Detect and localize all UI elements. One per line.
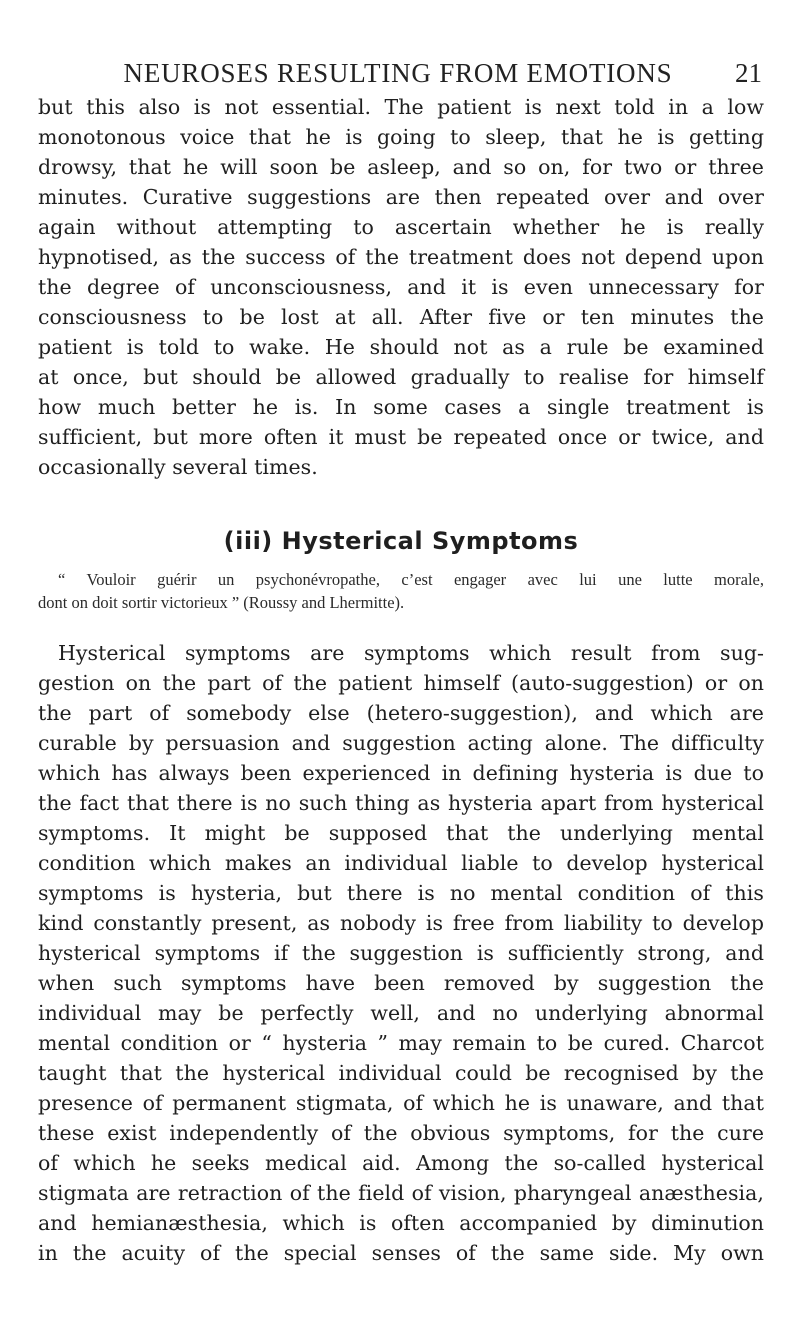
page-number: 21 bbox=[735, 58, 762, 88]
text-line: sufficient, but more often it must be repeated once or twice, and bbox=[38, 425, 764, 449]
text-line: patient is told to wake. He should not as a rule be examined bbox=[38, 335, 764, 359]
paragraph-continued bbox=[38, 92, 764, 482]
text-line: of which he seeks medical aid. Among the so-called hysterical bbox=[38, 1151, 764, 1175]
text-line: drowsy, that he will soon be asleep, and so on, for two or three bbox=[38, 155, 764, 179]
epigraph-line: “ Vouloir guérir un psychonévropathe, c’est engager avec lui une lutte morale, bbox=[58, 570, 764, 589]
text-line: monotonous voice that he is going to sleep, that he is getting bbox=[38, 125, 764, 149]
section-heading: (iii) Hysterical Symptoms bbox=[223, 527, 579, 555]
text-line: in the acuity of the special senses of the same side. My own bbox=[38, 1241, 764, 1265]
text-line: mental condition or “ hysteria ” may remain to be cured. Charcot bbox=[38, 1031, 764, 1055]
text-line: hysterical symptoms if the suggestion is sufficiently strong, and bbox=[38, 941, 764, 965]
text-line: minutes. Curative suggestions are then repeated over and over bbox=[38, 185, 764, 209]
text-line: and hemianæsthesia, which is often accompanied by diminution bbox=[38, 1211, 764, 1235]
text-line: curable by persuasion and suggestion acting alone. The difficulty bbox=[38, 731, 764, 755]
text-line: consciousness to be lost at all. After five or ten minutes the bbox=[38, 305, 764, 329]
text-line: symptoms is hysteria, but there is no mental condition of this bbox=[38, 881, 764, 905]
text-line: the part of somebody else (hetero-suggestion), and which are bbox=[38, 701, 764, 725]
text-line: individual may be perfectly well, and no underlying abnormal bbox=[38, 1001, 764, 1025]
text-line: gestion on the part of the patient himself (auto-suggestion) or on bbox=[38, 671, 764, 695]
text-line: when such symptoms have been removed by suggestion the bbox=[38, 971, 764, 995]
paragraph-hysterical-symptoms bbox=[38, 638, 764, 1268]
text-line: but this also is not essential. The patient is next told in a low bbox=[38, 95, 764, 119]
text-line: stigmata are retraction of the field of vision, pharyngeal anæsthesia, bbox=[38, 1181, 764, 1205]
running-head bbox=[38, 46, 762, 86]
text-line: kind constantly present, as nobody is free from liability to develop bbox=[38, 911, 764, 935]
text-line: Hysterical symptoms are symptoms which result from sug- bbox=[58, 641, 764, 665]
text-line: presence of permanent stigmata, of which he is unaware, and that bbox=[38, 1091, 764, 1115]
text-line: which has always been experienced in defining hysteria is due to bbox=[38, 761, 764, 785]
text-line: again without attempting to ascertain whether he is really bbox=[38, 215, 764, 239]
text-line: how much better he is. In some cases a single treatment is bbox=[38, 395, 764, 419]
text-line: symptoms. It might be supposed that the underlying mental bbox=[38, 821, 764, 845]
text-line: occasionally several times. bbox=[38, 455, 318, 479]
text-line: the fact that there is no such thing as hysteria apart from hysterical bbox=[38, 791, 764, 815]
text-line: at once, but should be allowed gradually to realise for himself bbox=[38, 365, 764, 389]
text-line: the degree of unconsciousness, and it is even unnecessary for bbox=[38, 275, 764, 299]
text-line: condition which makes an individual liable to develop hysterical bbox=[38, 851, 764, 875]
running-title: NEUROSES RESULTING FROM EMOTIONS bbox=[123, 58, 673, 88]
text-line: taught that the hysterical individual could be recognised by the bbox=[38, 1061, 764, 1085]
text-line: these exist independently of the obvious symptoms, for the cure bbox=[38, 1121, 764, 1145]
epigraph-quote bbox=[38, 568, 764, 614]
text-line: hypnotised, as the success of the treatment does not depend upon bbox=[38, 245, 764, 269]
epigraph-line: dont on doit sortir victorieux ” (Roussy and Lhermitte). bbox=[38, 593, 405, 612]
